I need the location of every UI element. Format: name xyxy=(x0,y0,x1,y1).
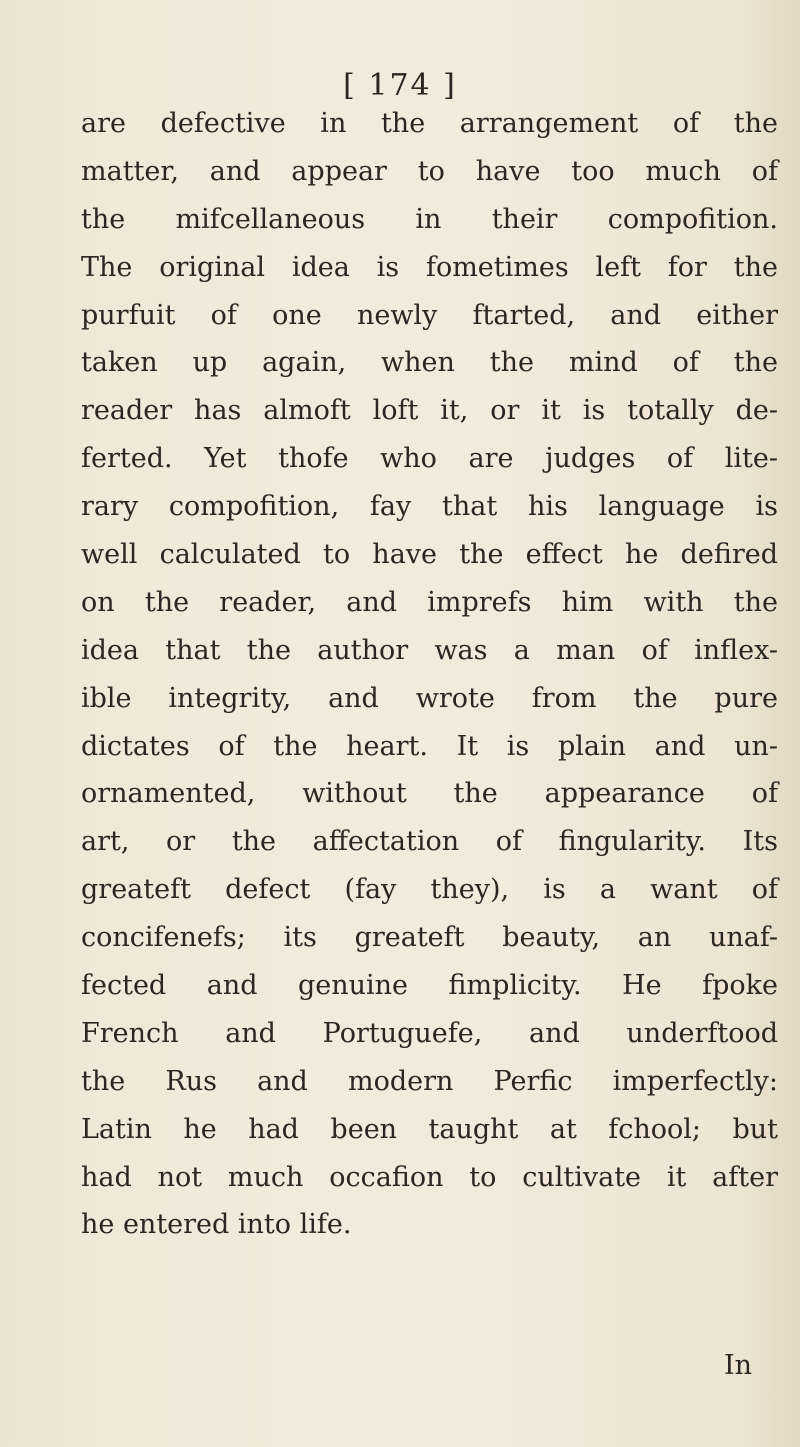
text-line: concifenefs; its greateft beauty, an unaf- xyxy=(81,922,778,954)
text-line: ornamented, without the appearance of xyxy=(81,778,778,810)
text-line: greateft defect (fay they), is a want of xyxy=(81,874,778,906)
text-line: art, or the affectation of fingularity. Its xyxy=(81,826,778,858)
body-text xyxy=(81,100,778,1249)
text-line: are defective in the arrangement of the xyxy=(81,108,778,139)
text-line: fected and genuine fimplicity. He fpoke xyxy=(81,970,778,1002)
text-line: purfuit of one newly ftarted, and either xyxy=(81,299,778,331)
text-line: ferted. Yet thofe who are judges of lite- xyxy=(81,443,778,475)
text-line: Latin he had been taught at fchool; but xyxy=(81,1113,778,1145)
text-line: French and Portuguefe, and underftood xyxy=(81,1017,778,1049)
text-line: dictates of the heart. It is plain and un- xyxy=(81,730,778,762)
text-line: rary compofition, fay that his language is xyxy=(81,491,778,523)
text-line: matter, and appear to have too much of xyxy=(81,155,778,187)
text-line: idea that the author was a man of inflex- xyxy=(81,634,778,666)
text-line: The original idea is fometimes left for the xyxy=(81,251,778,283)
catchword: In xyxy=(723,1350,752,1381)
page-number: [ 174 ] xyxy=(343,68,457,103)
text-line: the mifcellaneous in their compofition. xyxy=(81,203,778,235)
text-line: taken up again, when the mind of the xyxy=(81,347,778,379)
text-line: ible integrity, and wrote from the pure xyxy=(81,682,778,714)
text-line: had not much occafion to cultivate it after xyxy=(81,1161,778,1193)
text-line: on the reader, and imprefs him with the xyxy=(81,586,778,618)
text-line: reader has almoft loft it, or it is totally de- xyxy=(81,395,778,427)
text-line: well calculated to have the effect he defired xyxy=(81,539,778,571)
text-line: the Rus and modern Perfic imperfectly: xyxy=(81,1065,778,1097)
text-line: he entered into life. xyxy=(81,1209,352,1241)
